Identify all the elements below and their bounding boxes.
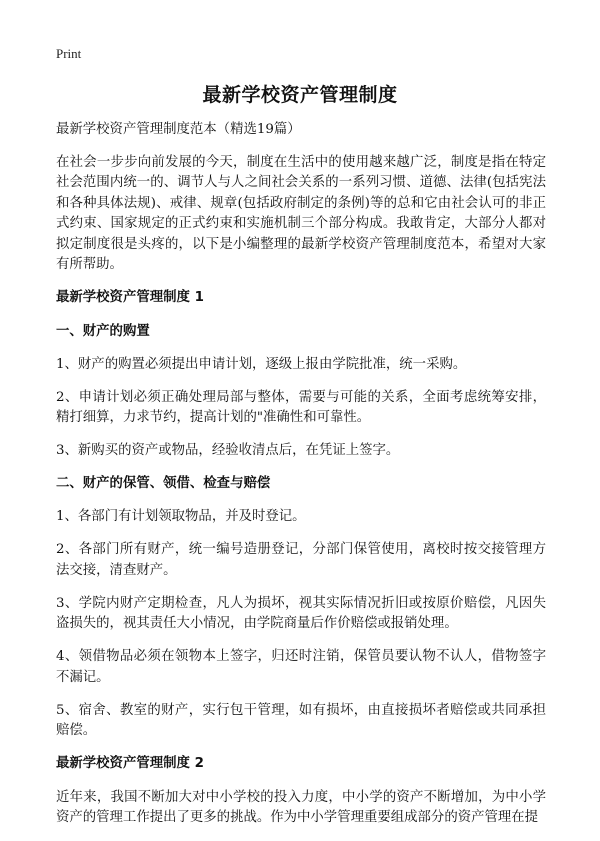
article-body	[56, 120, 546, 841]
subsection-heading: 一、财产的购置	[56, 323, 150, 339]
print-link[interactable]: Print	[56, 46, 82, 61]
list-item: 2、各部门所有财产，统一编号造册登记，分部门保管使用，离校时按交接管理方法交接，清查财产。	[56, 542, 546, 578]
list-item: 3、新购买的资产或物品，经验收清点后，在凭证上签字。	[56, 443, 400, 458]
list-item: 1、财产的购置必须提出申请计划，逐级上报由学院批准，统一采购。	[56, 356, 467, 372]
body-paragraph: 近年来，我国不断加大对中小学校的投入力度，中小学的资产不断增加，为中小学资产的管理工作提出了更多的挑战。作为中小学管理重要组成部分的资产管理在提	[56, 789, 546, 825]
subsection-heading: 二、财产的保管、领借、检查与赔偿	[56, 476, 271, 491]
list-item: 4、领借物品必须在领物本上签字，归还时注销，保管员要认物不认人，借物签字不漏记。	[56, 649, 546, 685]
list-item: 2、申请计划必须正确处理局部与整体，需要与可能的关系，全面考虑统筹安排，精打细算，力求节约，提高计划的"准确性和可靠性。	[56, 389, 546, 425]
page-title: 最新学校资产管理制度	[202, 84, 398, 106]
article-subtitle: 最新学校资产管理制度范本（精选19篇）	[56, 122, 301, 137]
section-heading: 最新学校资产管理制度 1	[56, 290, 204, 305]
list-item: 5、宿舍、教室的财产，实行包干管理，如有损坏，由直接损坏者赔偿或共同承担赔偿。	[56, 702, 546, 738]
list-item: 1、各部门有计划领取物品，并及时登记。	[56, 509, 306, 524]
intro-paragraph: 在社会一步步向前发展的今天，制度在生活中的使用越来越广泛，制度是指在特定社会范围内统一的、调节人与人之间社会关系的一系列习惯、道德、法律(包括宪法和各种具体法规)、戒律、规章(包括政府制定的条例)等的总和它由社会认可的非正式约束、国家规定的正式约束和实施机制三个部分构成。我敢肯定，大部分人都对拟定制度很是头疼的，以下是小编整理的最新学校资产管理制度范本，希望对大家有所帮助。	[56, 154, 546, 272]
section-heading: 最新学校资产管理制度 2	[56, 756, 204, 771]
list-item: 3、学院内财产定期检查，凡人为损坏，视其实际情况折旧或按原价赔偿，凡因失盗损失的，视其责任大小情况，由学院商量后作价赔偿或报销处理。	[56, 595, 546, 631]
